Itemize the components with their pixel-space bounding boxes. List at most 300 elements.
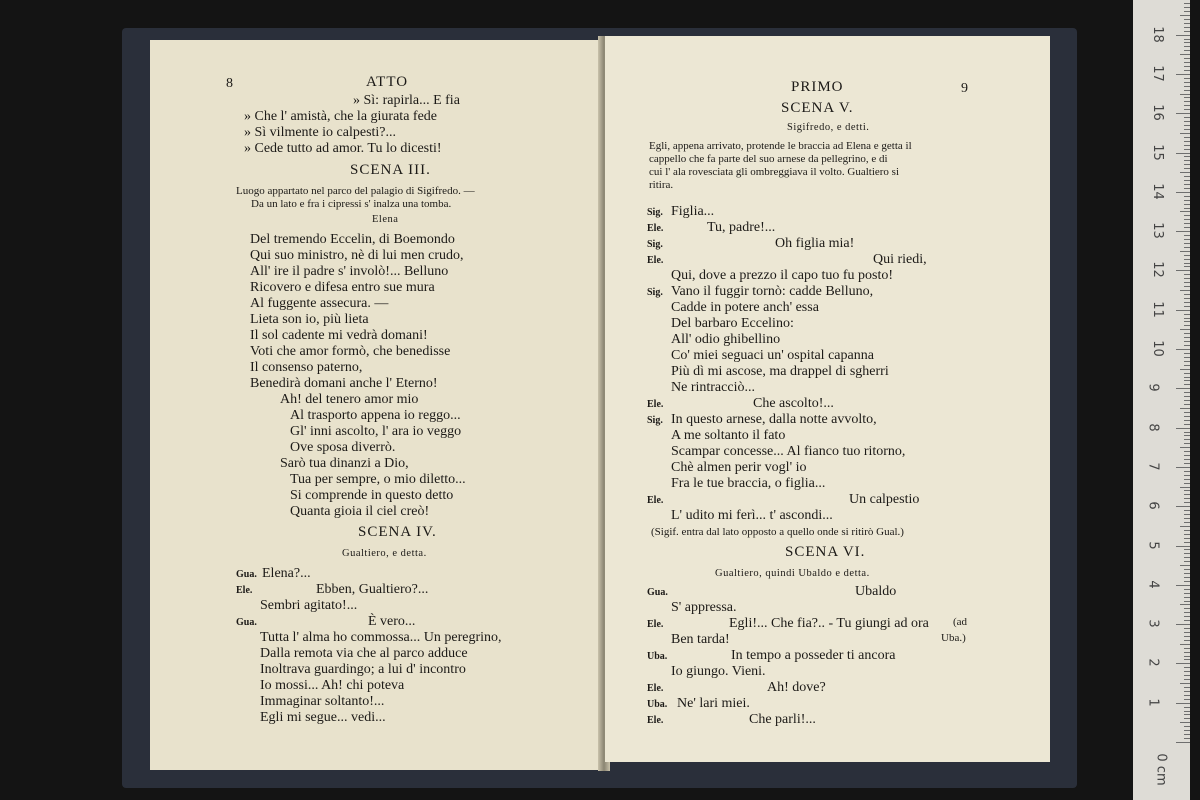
verse-line: » Sì vilmente io calpesti?...: [244, 125, 397, 140]
speaker: Ele.: [647, 495, 664, 506]
ruler-tick: [1176, 231, 1190, 232]
ruler-tick: [1180, 211, 1190, 212]
ruler-tick: [1184, 294, 1190, 295]
speaker: Sig.: [647, 207, 663, 218]
ruler-tick: [1184, 325, 1190, 326]
ruler-tick: [1184, 483, 1190, 484]
ruler-tick: [1180, 408, 1190, 409]
dialog-line: Fra le tue braccia, o figlia...: [671, 476, 826, 491]
ruler-tick: [1184, 459, 1190, 460]
ruler-tick: [1184, 542, 1190, 543]
ruler-tick: [1184, 168, 1190, 169]
dialog-line: Sembri agitato!...: [260, 598, 358, 613]
ruler-tick: [1184, 726, 1190, 727]
ruler-tick: [1184, 667, 1190, 668]
verse-line: Lieta son io, più lieta: [250, 312, 369, 327]
ruler-tick: [1184, 479, 1190, 480]
ruler-tick: [1184, 671, 1190, 672]
verse-line: » Che l' amistà, che la giurata fede: [244, 109, 437, 124]
ruler-tick: [1180, 290, 1190, 291]
aside: Uba.): [941, 632, 966, 644]
dialog-line: In tempo a posseder ti ancora: [731, 648, 896, 663]
verse-line: Il consenso paterno,: [250, 360, 363, 375]
scene-title: SCENA V.: [781, 100, 854, 116]
character-name: Gualtiero, quindi Ubaldo e detta.: [715, 568, 870, 579]
dialog-line: All' odio ghibellino: [671, 332, 781, 347]
ruler-tick: [1184, 612, 1190, 613]
ruler-tick: [1184, 463, 1190, 464]
ruler-tick: [1176, 663, 1190, 664]
ruler-tick: [1184, 420, 1190, 421]
ruler-tick: [1184, 282, 1190, 283]
verse-line: Sarò tua dinanzi a Dio,: [280, 456, 409, 471]
ruler-tick: [1184, 141, 1190, 142]
scene-title: SCENA VI.: [785, 544, 866, 560]
dialog-line: Ubaldo: [855, 584, 897, 599]
ruler-tick: [1184, 424, 1190, 425]
speaker: Sig.: [647, 415, 663, 426]
ruler-tick: [1184, 573, 1190, 574]
ruler-tick: [1184, 247, 1190, 248]
ruler-tick: [1184, 636, 1190, 637]
dialog-line: A me soltanto il fato: [671, 428, 786, 443]
dialog-line: Io giungo. Vieni.: [671, 664, 766, 679]
left-page: [150, 40, 602, 770]
ruler-tick: [1184, 538, 1190, 539]
ruler-tick: [1184, 302, 1190, 303]
ruler-tick: [1184, 656, 1190, 657]
ruler-tick: [1184, 365, 1190, 366]
ruler-number: 5: [1145, 540, 1161, 550]
right-page: [605, 36, 1050, 762]
dialog-line: Io mossi... Ah! chi poteva: [260, 678, 405, 693]
ruler-tick: [1184, 188, 1190, 189]
ruler-tick: [1184, 274, 1190, 275]
ruler-tick: [1184, 219, 1190, 220]
character-name: Sigifredo, e detti.: [787, 122, 870, 133]
ruler-number: 12: [1149, 261, 1165, 279]
speaker: Ele.: [647, 399, 664, 410]
speaker: Uba.: [647, 651, 668, 662]
verse-line: Ove sposa diverrò.: [290, 440, 396, 455]
ruler-tick: [1184, 137, 1190, 138]
ruler-tick: [1184, 361, 1190, 362]
ruler-tick: [1184, 577, 1190, 578]
ruler-tick: [1184, 204, 1190, 205]
stage-direction: cappello che fa parte del suo arnese da pellegrino, e di: [649, 153, 888, 165]
dialog-line: Figlia...: [671, 204, 715, 219]
ruler-tick: [1184, 373, 1190, 374]
aside: (ad: [953, 616, 968, 628]
ruler-number: 13: [1149, 222, 1165, 239]
ruler-tick: [1176, 270, 1190, 271]
ruler-tick: [1180, 329, 1190, 330]
ruler-number: 1: [1145, 698, 1161, 707]
ruler-tick: [1184, 39, 1190, 40]
character-name: Gualtiero, e detta.: [342, 548, 427, 559]
verse-line: Il sol cadente mi vedrà domani!: [250, 328, 428, 343]
dialog-line: Più dì mi ascose, ma drappel di sgherri: [671, 364, 889, 379]
ruler-tick: [1184, 659, 1190, 660]
stage-direction: cui l' ala rovesciata gli ombreggiava il volto. Gualtiero si: [649, 166, 900, 178]
ruler-tick: [1184, 695, 1190, 696]
ruler-tick: [1184, 105, 1190, 106]
ruler-tick: [1184, 530, 1190, 531]
ruler-tick: [1176, 35, 1190, 36]
ruler-tick: [1184, 243, 1190, 244]
ruler-tick: [1184, 235, 1190, 236]
ruler-tick: [1184, 553, 1190, 554]
scene-title: SCENA III.: [350, 162, 431, 178]
dialog-line: Del barbaro Eccelino:: [671, 316, 794, 331]
ruler-tick: [1184, 412, 1190, 413]
ruler-number: 8: [1145, 422, 1161, 432]
ruler-tick: [1184, 353, 1190, 354]
ruler-tick: [1176, 388, 1190, 389]
verse-line: Del tremendo Eccelin, di Boemondo: [250, 232, 455, 247]
ruler-tick: [1176, 742, 1190, 743]
dialog-line: Ne rintracciò...: [671, 380, 755, 395]
ruler-tick: [1184, 318, 1190, 319]
ruler-tick: [1184, 145, 1190, 146]
ruler-tick: [1184, 23, 1190, 24]
ruler-tick: [1180, 94, 1190, 95]
ruler-tick: [1184, 298, 1190, 299]
ruler-tick: [1184, 714, 1190, 715]
ruler-tick: [1180, 447, 1190, 448]
ruler-number: 11: [1149, 300, 1165, 318]
verse-line: Qui suo ministro, nè di lui men crudo,: [250, 248, 464, 263]
ruler-tick: [1176, 546, 1190, 547]
ruler-tick: [1180, 604, 1190, 605]
speaker: Gua.: [647, 587, 668, 598]
ruler-tick: [1184, 215, 1190, 216]
dialog-line: In questo arnese, dalla notte avvolto,: [671, 412, 877, 427]
ruler-tick: [1184, 471, 1190, 472]
dialog-line: Qui riedi,: [873, 252, 927, 267]
speaker: Ele.: [647, 715, 664, 726]
ruler-tick: [1184, 400, 1190, 401]
ruler-tick: [1184, 333, 1190, 334]
ruler-tick: [1184, 518, 1190, 519]
ruler-tick: [1184, 648, 1190, 649]
ruler-tick: [1184, 593, 1190, 594]
stage-direction: (Sigif. entra dal lato opposto a quello onde si ritirò Gual.): [651, 526, 904, 538]
ruler-tick: [1184, 78, 1190, 79]
speaker: Sig.: [647, 239, 663, 250]
dialog-line: Tutta l' alma ho commossa... Un peregrino,: [260, 630, 502, 645]
ruler-tick: [1184, 679, 1190, 680]
ruler-tick: [1184, 718, 1190, 719]
ruler-tick: [1184, 455, 1190, 456]
ruler-tick: [1184, 227, 1190, 228]
ruler-tick: [1176, 506, 1190, 507]
running-head-left: ATTO: [366, 74, 409, 90]
verse-line: » Cede tutto ad amor. Tu lo dicesti!: [244, 141, 442, 156]
ruler-tick: [1184, 223, 1190, 224]
ruler-tick: [1176, 153, 1190, 154]
ruler-tick: [1176, 349, 1190, 350]
ruler-tick: [1184, 404, 1190, 405]
verse-line: Quanta gioia il ciel creò!: [290, 504, 430, 519]
ruler-tick: [1184, 475, 1190, 476]
speaker: Uba.: [647, 699, 668, 710]
ruler-tick: [1184, 11, 1190, 12]
ruler-number: 6: [1145, 501, 1161, 510]
ruler-tick: [1184, 160, 1190, 161]
verse-line: Ah! del tenero amor mio: [280, 392, 419, 407]
ruler-tick: [1184, 306, 1190, 307]
dialog-line: Che parli!...: [749, 712, 816, 727]
ruler-tick: [1184, 50, 1190, 51]
ruler-tick: [1180, 54, 1190, 55]
scene-title: SCENA IV.: [358, 524, 437, 540]
dialog-line: Oh figlia mia!: [775, 236, 855, 251]
ruler-tick: [1184, 266, 1190, 267]
ruler-tick: [1184, 208, 1190, 209]
verse-line: Benedirà domani anche l' Eterno!: [250, 376, 438, 391]
ruler-tick: [1184, 494, 1190, 495]
ruler-tick: [1184, 97, 1190, 98]
dialog-line: Che ascolto!...: [753, 396, 834, 411]
ruler-tick: [1180, 369, 1190, 370]
ruler-tick: [1184, 561, 1190, 562]
speaker: Gua.: [236, 569, 257, 580]
dialog-line: Elena?...: [262, 566, 311, 581]
verse-line: Ricovero e difesa entro sue mura: [250, 280, 435, 295]
ruler-tick: [1184, 149, 1190, 150]
ruler-tick: [1184, 90, 1190, 91]
ruler-tick: [1176, 74, 1190, 75]
ruler-tick: [1184, 101, 1190, 102]
ruler-tick: [1184, 27, 1190, 28]
ruler-tick: [1176, 113, 1190, 114]
ruler-number: 17: [1149, 65, 1165, 82]
dialog-line: Dalla remota via che al parco adduce: [260, 646, 468, 661]
dialog-line: Ben tarda!: [671, 632, 730, 647]
dialog-line: Ah! dove?: [767, 680, 826, 695]
ruler-tick: [1184, 109, 1190, 110]
ruler-tick: [1184, 82, 1190, 83]
ruler-tick: [1176, 703, 1190, 704]
ruler-tick: [1184, 490, 1190, 491]
ruler-number: 3: [1145, 619, 1161, 628]
ruler-tick: [1184, 439, 1190, 440]
ruler-tick: [1184, 357, 1190, 358]
ruler-number: 2: [1145, 658, 1161, 668]
verse-line: All' ire il padre s' involò!... Belluno: [250, 264, 449, 279]
ruler-tick: [1184, 345, 1190, 346]
ruler-tick: [1180, 487, 1190, 488]
ruler-tick: [1184, 156, 1190, 157]
ruler-tick: [1184, 200, 1190, 201]
dialog-line: Un calpestio: [849, 492, 920, 507]
verse-line: Si comprende in questo detto: [290, 488, 454, 503]
speaker: Ele.: [647, 223, 664, 234]
ruler-tick: [1184, 640, 1190, 641]
ruler-tick: [1184, 176, 1190, 177]
ruler-tick: [1184, 730, 1190, 731]
ruler-tick: [1184, 498, 1190, 499]
dialog-line: Inoltrava guardingo; a lui d' incontro: [260, 662, 466, 677]
ruler-tick: [1184, 31, 1190, 32]
ruler-tick: [1184, 164, 1190, 165]
ruler-number: 16: [1149, 104, 1165, 121]
ruler-tick: [1184, 632, 1190, 633]
ruler-tick: [1184, 321, 1190, 322]
dialog-line: Ebben, Gualtiero?...: [316, 582, 429, 597]
ruler-tick: [1184, 616, 1190, 617]
ruler-tick: [1184, 502, 1190, 503]
ruler-tick: [1184, 278, 1190, 279]
ruler-tick: [1176, 585, 1190, 586]
stage-direction: Egli, appena arrivato, protende le braccia ad Elena e getta il: [649, 140, 912, 152]
ruler-tick: [1180, 251, 1190, 252]
ruler-tick: [1184, 377, 1190, 378]
ruler-tick: [1184, 435, 1190, 436]
page-number-right: 9: [961, 81, 968, 96]
verse-line: Al trasporto appena io reggo...: [290, 408, 461, 423]
stage-direction: ritira.: [649, 179, 674, 191]
ruler-tick: [1184, 259, 1190, 260]
ruler-tick: [1184, 66, 1190, 67]
dialog-line: Scampar concesse... Al fianco tuo ritorno,: [671, 444, 906, 459]
ruler-tick: [1184, 432, 1190, 433]
ruler-tick: [1180, 722, 1190, 723]
ruler-tick: [1184, 734, 1190, 735]
dialog-line: Ne' lari miei.: [677, 696, 750, 711]
ruler-number: 7: [1145, 462, 1161, 471]
dialog-line: Qui, dove a prezzo il capo tuo fu posto!: [671, 268, 893, 283]
ruler-number: 9: [1145, 383, 1161, 392]
ruler-tick: [1184, 180, 1190, 181]
ruler-tick: [1184, 628, 1190, 629]
ruler-tick: [1184, 569, 1190, 570]
ruler-tick: [1184, 184, 1190, 185]
ruler-tick: [1184, 652, 1190, 653]
ruler-tick: [1184, 86, 1190, 87]
ruler-tick: [1176, 310, 1190, 311]
ruler-tick: [1184, 451, 1190, 452]
ruler-tick: [1180, 565, 1190, 566]
verse-line: Voti che amor formò, che benedisse: [250, 344, 451, 359]
ruler-number: 10: [1149, 340, 1165, 357]
verse-line: Tua per sempre, o mio diletto...: [290, 472, 466, 487]
ruler-tick: [1184, 255, 1190, 256]
ruler-tick: [1180, 172, 1190, 173]
ruler-tick: [1176, 624, 1190, 625]
ruler-tick: [1184, 601, 1190, 602]
ruler-tick: [1184, 738, 1190, 739]
ruler-tick: [1184, 707, 1190, 708]
ruler-tick: [1184, 416, 1190, 417]
ruler-unit-label: 0 cm: [1153, 753, 1169, 786]
ruler-tick: [1184, 46, 1190, 47]
ruler-tick: [1184, 380, 1190, 381]
character-name: Elena: [372, 214, 399, 225]
ruler-tick: [1180, 526, 1190, 527]
ruler-tick: [1180, 644, 1190, 645]
ruler-tick: [1184, 384, 1190, 385]
ruler-tick: [1184, 239, 1190, 240]
dialog-line: Egli mi segue... vedi...: [260, 710, 386, 725]
stage-direction: Luogo appartato nel parco del palagio di Sigifredo. —: [236, 185, 475, 197]
ruler-tick: [1184, 196, 1190, 197]
speaker: Sig.: [647, 287, 663, 298]
ruler-tick: [1184, 19, 1190, 20]
ruler-number: 18: [1149, 25, 1165, 43]
stage-direction: Da un lato e fra i cipressi s' inalza una tomba.: [251, 198, 452, 210]
ruler-tick: [1184, 711, 1190, 712]
dialog-line: Vano il fuggir tornò: cadde Belluno,: [671, 284, 874, 299]
dialog-line: È vero...: [368, 614, 416, 629]
ruler-number: 14: [1149, 183, 1165, 200]
speaker: Gua.: [236, 617, 257, 628]
ruler-tick: [1184, 514, 1190, 515]
ruler-tick: [1176, 428, 1190, 429]
ruler-tick: [1184, 557, 1190, 558]
ruler-tick: [1176, 192, 1190, 193]
ruler-tick: [1184, 337, 1190, 338]
ruler-tick: [1184, 522, 1190, 523]
dialog-line: Tu, padre!...: [707, 220, 776, 235]
ruler-tick: [1184, 589, 1190, 590]
ruler-tick: [1184, 3, 1190, 4]
ruler-tick: [1184, 549, 1190, 550]
ruler-tick: [1184, 699, 1190, 700]
ruler-tick: [1180, 15, 1190, 16]
ruler-tick: [1184, 534, 1190, 535]
dialog-line: Egli!... Che fia?.. - Tu giungi ad ora: [729, 616, 929, 631]
dialog-line: Cadde in potere anch' essa: [671, 300, 819, 315]
verse-line: Gl' inni ascolto, l' ara io veggo: [290, 424, 462, 439]
speaker: Ele.: [647, 619, 664, 630]
dialog-line: S' appressa.: [671, 600, 737, 615]
dialog-line: L' udito mi ferì... t' ascondi...: [671, 508, 833, 523]
measuring-ruler: [1133, 0, 1190, 800]
ruler-tick: [1184, 121, 1190, 122]
page-number-left: 8: [226, 76, 233, 91]
speaker: Ele.: [236, 585, 253, 596]
ruler-tick: [1180, 683, 1190, 684]
dialog-line: Immaginar soltanto!...: [260, 694, 385, 709]
ruler-tick: [1176, 467, 1190, 468]
dialog-line: Chè almen perir vogl' io: [671, 460, 807, 475]
verse-line: Al fuggente assecura. —: [250, 296, 389, 311]
ruler-tick: [1184, 42, 1190, 43]
ruler-tick: [1184, 286, 1190, 287]
ruler-number: 4: [1145, 580, 1161, 589]
ruler-tick: [1184, 675, 1190, 676]
ruler-tick: [1184, 396, 1190, 397]
speaker: Ele.: [647, 255, 664, 266]
verse-line: » Sì: rapirla... E fia: [353, 93, 460, 108]
ruler-tick: [1184, 129, 1190, 130]
ruler-tick: [1184, 70, 1190, 71]
ruler-tick: [1184, 58, 1190, 59]
dialog-line: Co' miei seguaci un' ospital capanna: [671, 348, 874, 363]
running-head-right: PRIMO: [791, 79, 844, 95]
ruler-tick: [1184, 581, 1190, 582]
ruler-tick: [1184, 510, 1190, 511]
ruler-tick: [1184, 691, 1190, 692]
ruler-tick: [1184, 314, 1190, 315]
ruler-tick: [1184, 687, 1190, 688]
speaker: Ele.: [647, 683, 664, 694]
ruler-tick: [1184, 608, 1190, 609]
ruler-tick: [1184, 263, 1190, 264]
ruler-tick: [1184, 125, 1190, 126]
